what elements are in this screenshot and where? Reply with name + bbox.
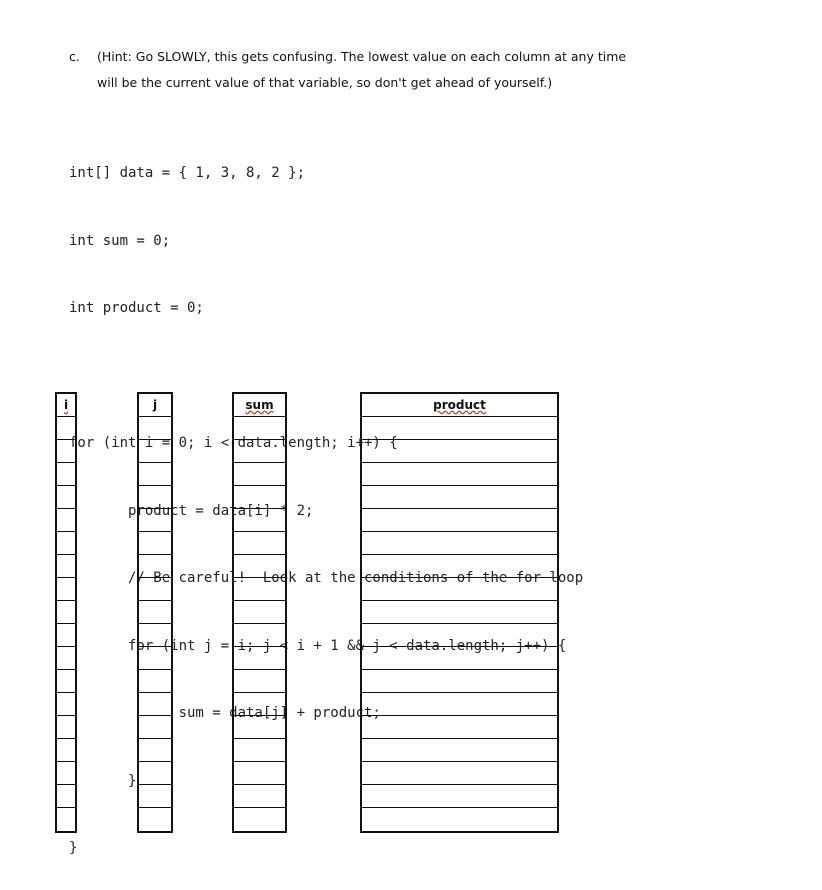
answer-cell[interactable] (234, 601, 285, 624)
answer-cell[interactable] (57, 785, 75, 808)
answer-cell[interactable] (57, 693, 75, 716)
answer-cell[interactable] (139, 762, 171, 785)
answer-cell[interactable] (57, 578, 75, 601)
answer-cell[interactable] (362, 785, 557, 808)
trace-column-i (55, 392, 77, 833)
answer-cell[interactable] (234, 578, 285, 601)
answer-cell[interactable] (57, 808, 75, 831)
answer-cell[interactable] (362, 624, 557, 647)
answer-cell[interactable] (234, 670, 285, 693)
code-line: for (int j = i; j < i + 1 && j < data.length; j++) { (69, 637, 567, 654)
answer-cell[interactable] (362, 647, 557, 670)
answer-cell[interactable] (362, 555, 557, 578)
answer-cell[interactable] (234, 463, 285, 486)
answer-cell[interactable] (57, 555, 75, 578)
answer-cell[interactable] (139, 716, 171, 739)
answer-cell[interactable] (139, 693, 171, 716)
answer-cell[interactable] (57, 532, 75, 555)
answer-cell[interactable] (57, 440, 75, 463)
hint-line-2: will be the current value of that variable, so don't get ahead of yourself.) (97, 75, 553, 90)
answer-cell[interactable] (139, 601, 171, 624)
code-line: int[] data = { 1, 3, 8, 2 }; (69, 165, 306, 181)
answer-cell[interactable] (234, 486, 285, 509)
code-line: } (69, 840, 78, 856)
answer-cell[interactable] (139, 509, 171, 532)
answer-cell[interactable] (234, 762, 285, 785)
answer-cell[interactable] (57, 417, 75, 440)
answer-cell[interactable] (139, 647, 171, 670)
hint-text-1: (Hint: Go SLOWLY, this gets confusing. The lowest value on each column at any time (97, 49, 627, 64)
answer-cell[interactable] (139, 739, 171, 762)
answer-cell[interactable] (139, 785, 171, 808)
answer-cell[interactable] (57, 509, 75, 532)
answer-cell[interactable] (362, 601, 557, 624)
answer-cell[interactable] (57, 647, 75, 670)
answer-cell[interactable] (362, 578, 557, 601)
answer-cell[interactable] (139, 532, 171, 555)
answer-cell[interactable] (57, 762, 75, 785)
answer-cell[interactable] (139, 440, 171, 463)
answer-cell[interactable] (139, 486, 171, 509)
answer-cell[interactable] (362, 808, 557, 831)
answer-cell[interactable] (57, 670, 75, 693)
code-line: int product = 0; (69, 300, 204, 316)
item-marker: c. (69, 49, 80, 64)
code-line: for (int i = 0; i < data.length; i++) { (69, 435, 398, 451)
column-header-sum: sum (234, 394, 285, 417)
answer-cell[interactable] (234, 555, 285, 578)
code-line: product = data[i] * 2; (69, 502, 314, 519)
answer-cell[interactable] (234, 509, 285, 532)
trace-column-product (360, 392, 559, 833)
answer-cell[interactable] (362, 739, 557, 762)
hint-line-1 (69, 44, 789, 70)
answer-cell[interactable] (139, 417, 171, 440)
answer-cell[interactable] (362, 670, 557, 693)
trace-column-j (137, 392, 173, 833)
answer-cell[interactable] (57, 486, 75, 509)
answer-cell[interactable] (362, 762, 557, 785)
answer-cell[interactable] (139, 808, 171, 831)
answer-cell[interactable] (362, 509, 557, 532)
answer-cell[interactable] (234, 808, 285, 831)
answer-cell[interactable] (234, 647, 285, 670)
answer-cell[interactable] (234, 693, 285, 716)
answer-cell[interactable] (362, 532, 557, 555)
code-line: sum = data[j] + product; (69, 705, 381, 721)
answer-cell[interactable] (362, 486, 557, 509)
answer-cell[interactable] (57, 739, 75, 762)
answer-cell[interactable] (362, 716, 557, 739)
answer-cell[interactable] (234, 785, 285, 808)
answer-cell[interactable] (362, 693, 557, 716)
answer-cell[interactable] (139, 555, 171, 578)
answer-cell[interactable] (234, 739, 285, 762)
column-header-i: i (57, 394, 75, 417)
answer-cell[interactable] (139, 624, 171, 647)
answer-cell[interactable] (139, 463, 171, 486)
answer-cell[interactable] (234, 716, 285, 739)
answer-cell[interactable] (57, 463, 75, 486)
answer-cell[interactable] (139, 670, 171, 693)
answer-cell[interactable] (234, 440, 285, 463)
hint-text (69, 44, 789, 96)
answer-cell[interactable] (234, 417, 285, 440)
column-header-j: j (139, 394, 171, 417)
answer-cell[interactable] (139, 578, 171, 601)
column-header-product: product (362, 394, 557, 417)
answer-cell[interactable] (234, 624, 285, 647)
code-line: } (69, 772, 137, 789)
answer-cell[interactable] (57, 624, 75, 647)
answer-cell[interactable] (362, 463, 557, 486)
answer-cell[interactable] (362, 440, 557, 463)
answer-cell[interactable] (57, 716, 75, 739)
answer-cell[interactable] (57, 601, 75, 624)
code-line: int sum = 0; (69, 232, 171, 249)
answer-cell[interactable] (362, 417, 557, 440)
code-line: // Be careful! Look at the conditions of the for loop (69, 570, 584, 586)
code-blank-line (69, 365, 583, 388)
answer-cell[interactable] (234, 532, 285, 555)
trace-column-sum (232, 392, 287, 833)
